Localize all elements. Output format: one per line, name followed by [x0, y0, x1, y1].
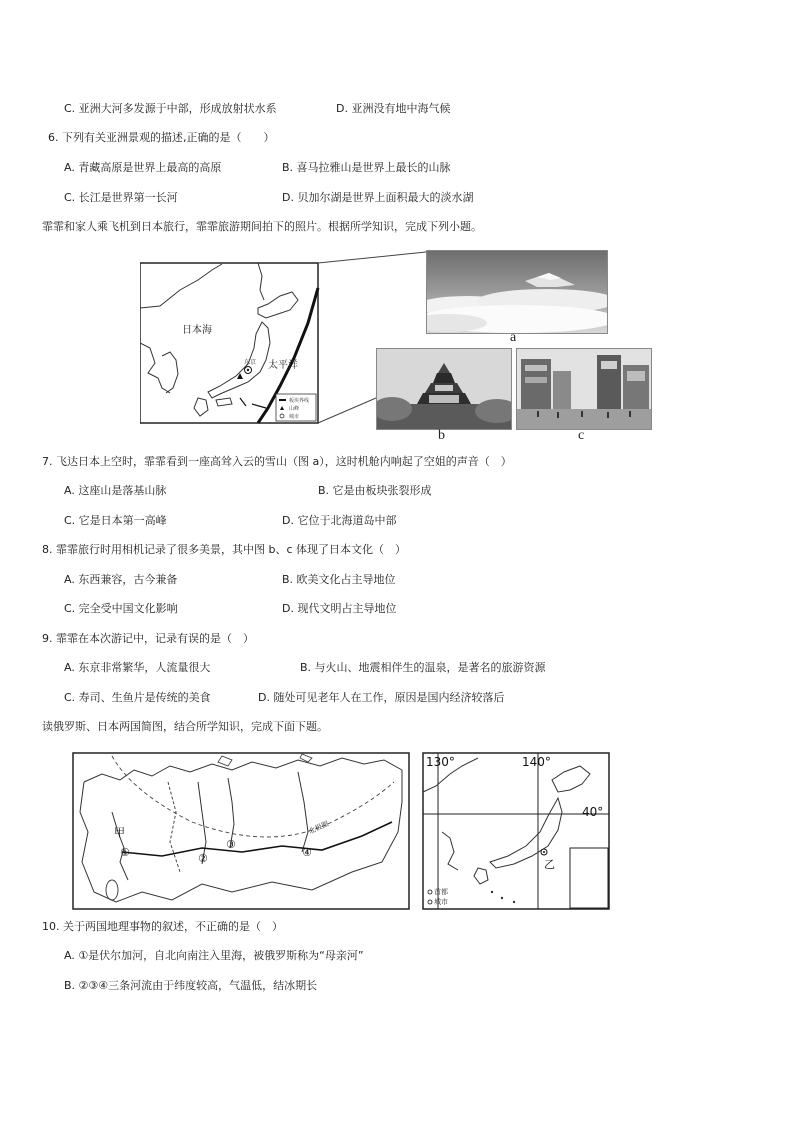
legend-city: 城市: [289, 414, 300, 420]
photo-b-caption: b: [438, 428, 445, 443]
q7-option-a: A. 这座山是落基山脉: [64, 484, 167, 497]
q7-stem: 7. 飞达日本上空时，霏霏看到一座高耸入云的雪山（图 a），这时机舱内响起了空姐的声音（ ）: [42, 455, 512, 468]
jia-label: 甲: [114, 826, 125, 839]
legend-peak: 山峰: [289, 406, 300, 412]
photo-b-castle: [376, 348, 512, 430]
lat-40-label: 40°: [582, 805, 604, 819]
q10-option-a: A. ①是伏尔加河，自北向南注入里海，被俄罗斯称为“母亲河”: [64, 949, 364, 962]
japan-figure: [140, 248, 660, 444]
sea-of-japan-label: 日本海: [182, 325, 212, 336]
q8-option-c: C. 完全受中国文化影响: [64, 602, 178, 615]
river-2-label: ②: [198, 852, 208, 865]
q8-option-a: A. 东西兼容，古今兼备: [64, 573, 178, 586]
q5-option-d: D. 亚洲没有地中海气候: [336, 102, 451, 115]
river-4-label: ④: [302, 846, 312, 859]
q6-option-b: B. 喜马拉雅山是世界上最长的山脉: [282, 161, 451, 174]
lon-140-label: 140°: [522, 755, 551, 769]
river-1-label: ①: [120, 846, 130, 859]
q9-stem: 9. 霏霏在本次游记中，记录有误的是（ ）: [42, 632, 254, 645]
q6-option-c: C. 长江是世界第一长河: [64, 191, 178, 204]
pacific-ocean-label: 太平洋: [268, 360, 298, 371]
q10-stem: 10. 关于两国地理事物的叙述，不正确的是（ ）: [42, 920, 283, 933]
q9-option-d: D. 随处可见老年人在工作，原因是国内经济较落后: [258, 691, 505, 704]
photo-a-mount-fuji: [426, 250, 608, 334]
q8-stem: 8. 霏霏旅行时用相机记录了很多美景，其中图 b、c 体现了日本文化（ ）: [42, 543, 407, 556]
legend-city-2: 城市: [434, 898, 448, 906]
q7-option-c: C. 它是日本第一高峰: [64, 514, 167, 527]
photo-a-caption: a: [510, 330, 517, 345]
city-legend-icon-2: [428, 900, 432, 904]
russia-map: [72, 752, 410, 910]
intro-russia-japan: 读俄罗斯、日本两国简图，结合所学知识，完成下面下题。: [42, 720, 328, 733]
q5-option-c: C. 亚洲大河多发源于中部，形成放射状水系: [64, 102, 277, 115]
q9-option-a: A. 东京非常繁华，人流量很大: [64, 661, 211, 674]
q7-option-d: D. 它位于北海道岛中部: [282, 514, 397, 527]
q9-option-b: B. 与火山、地震相伴生的温泉，是著名的旅游资源: [300, 661, 546, 674]
lon-130-label: 130°: [426, 755, 455, 769]
q10-option-b: B. ②③④三条河流由于纬度较高，气温低，结冰期长: [64, 979, 318, 992]
arctic-circle-label: 北极圈: [307, 819, 330, 836]
q6-stem: 6. 下列有关亚洲景观的描述,正确的是（ ）: [48, 131, 275, 144]
river-3-label: ③: [226, 838, 236, 851]
tokyo-label: 东京: [244, 359, 257, 366]
q6-option-a: A. 青藏高原是世界上最高的高原: [64, 161, 222, 174]
japan-grid-map: [422, 752, 610, 910]
capital-legend-icon: [428, 890, 432, 894]
yi-label: 乙: [544, 858, 555, 871]
legend-capital: 首都: [434, 888, 448, 896]
q8-option-d: D. 现代文明占主导地位: [282, 602, 397, 615]
photo-c-caption: c: [578, 428, 585, 443]
legend-plate: 板块界线: [289, 398, 310, 404]
q8-option-b: B. 欧美文化占主导地位: [282, 573, 396, 586]
q9-option-c: C. 寿司、生鱼片是传统的美食: [64, 691, 211, 704]
city-legend-icon: [280, 414, 284, 418]
q7-option-b: B. 它是由板块张裂形成: [318, 484, 432, 497]
intro-japan-trip: 霏霏和家人乘飞机到日本旅行，霏霏旅游期间拍下的照片。根据所学知识，完成下列小题。: [42, 220, 482, 233]
q6-option-d: D. 贝加尔湖是世界上面积最大的淡水湖: [282, 191, 474, 204]
photo-c-city: [516, 348, 652, 430]
